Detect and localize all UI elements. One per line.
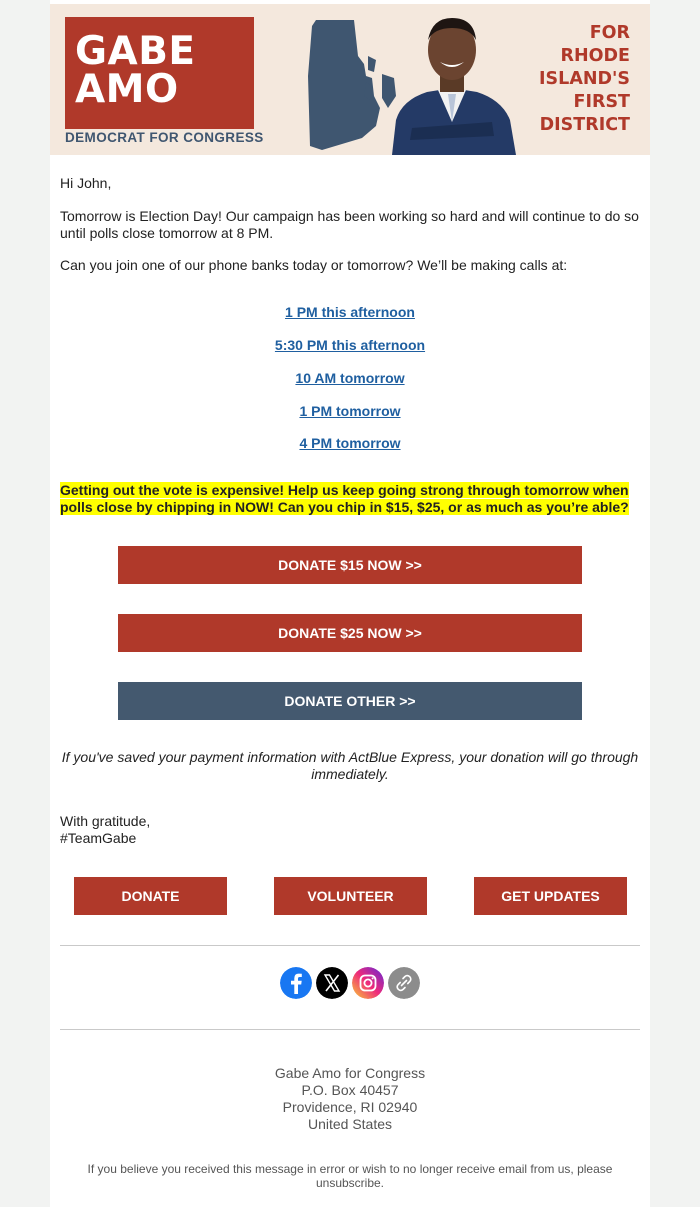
footer-country: United States (307, 1116, 393, 1132)
phone-bank-link-1[interactable]: 1 PM this afternoon (285, 304, 415, 320)
logo-line-2: AMO (75, 67, 179, 112)
logo-line-1: GABE (75, 29, 196, 74)
volunteer-button[interactable]: VOLUNTEER (274, 877, 427, 915)
signoff-line: With gratitude, (60, 813, 151, 829)
actblue-note: If you've saved your payment information with ActBlue Express, your donation will go through immediately. (61, 749, 639, 782)
donate-15-button[interactable]: DONATE $15 NOW >> (118, 546, 582, 584)
unsubscribe-notice[interactable]: If you believe you received this message in error or wish to no longer receive email from us, please unsubscribe. (87, 1162, 613, 1190)
donate-button[interactable]: DONATE (74, 877, 227, 915)
link-icon[interactable] (388, 967, 420, 999)
footer-address (50, 1065, 650, 1133)
donate-25-button[interactable]: DONATE $25 NOW >> (118, 614, 582, 652)
facebook-icon[interactable] (280, 967, 312, 999)
logo-subtitle: DEMOCRAT FOR CONGRESS (65, 130, 264, 145)
greeting: Hi John, (60, 175, 112, 191)
donate-other-button[interactable]: DONATE OTHER >> (118, 682, 582, 720)
divider (60, 945, 640, 946)
phone-bank-link-4[interactable]: 1 PM tomorrow (299, 403, 401, 419)
header-banner (50, 4, 650, 155)
donation-appeal: Getting out the vote is expensive! Help us keep going strong through tomorrow when polls close by chipping in NOW! Can you chip in $15, $25, or as much as you’re able? (60, 482, 629, 515)
phone-bank-link-2[interactable]: 5:30 PM this afternoon (274, 337, 426, 353)
intro-paragraph: Tomorrow is Election Day! Our campaign has been working so hard and will continue to do so until polls close tomorrow at 8 PM. (60, 208, 639, 241)
divider (60, 1029, 640, 1030)
get-updates-button[interactable]: GET UPDATES (474, 877, 627, 915)
signoff-signature: #TeamGabe (60, 830, 137, 846)
footer-city: Providence, RI 02940 (282, 1099, 418, 1115)
campaign-logo (65, 17, 254, 129)
phone-bank-link-5[interactable]: 4 PM tomorrow (299, 435, 401, 451)
candidate-photo (382, 10, 522, 155)
phone-bank-ask: Can you join one of our phone banks today or tomorrow? We’ll be making calls at: (60, 257, 568, 273)
x-icon[interactable] (316, 967, 348, 999)
footer-po-box: P.O. Box 40457 (301, 1082, 399, 1098)
district-tagline: FOR RHODE ISLAND'S FIRST DISTRICT (539, 23, 630, 135)
footer-org: Gabe Amo for Congress (274, 1065, 426, 1081)
phone-bank-link-3[interactable]: 10 AM tomorrow (295, 370, 405, 386)
instagram-icon[interactable] (352, 967, 384, 999)
email-body (50, 0, 650, 1207)
